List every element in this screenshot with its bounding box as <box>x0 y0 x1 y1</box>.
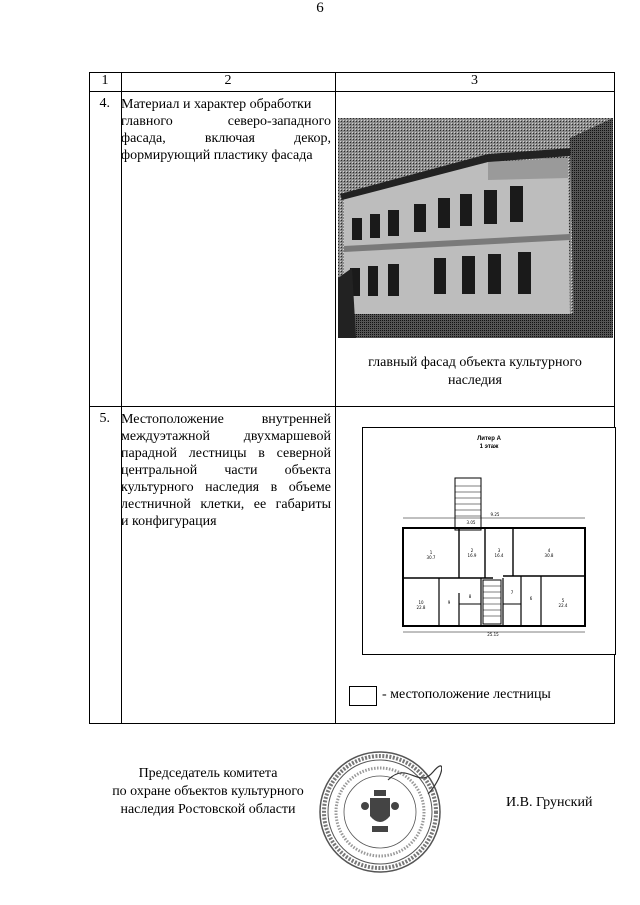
caption-line: главный фасад объекта культурного <box>368 355 582 370</box>
desc-line: центральной части объекта <box>121 463 331 478</box>
page-number: 6 <box>316 0 324 16</box>
floor-plan-drawing <box>363 428 615 654</box>
svg-text:1: 1 <box>429 550 433 555</box>
table-header-col3: 3 <box>471 73 478 88</box>
signer-title-line: по охране объектов культурного <box>112 784 304 799</box>
table-divider-col2 <box>335 72 336 724</box>
svg-text:9.25: 9.25 <box>490 512 500 517</box>
svg-text:16.4: 16.4 <box>494 553 504 558</box>
desc-line: главного северо-западного <box>121 114 331 129</box>
svg-text:30.7: 30.7 <box>426 555 436 560</box>
svg-text:22.4: 22.4 <box>558 603 568 608</box>
svg-text:16.9: 16.9 <box>467 553 477 558</box>
svg-text:5: 5 <box>561 598 565 603</box>
legend-text: - местоположение лестницы <box>382 687 551 702</box>
svg-text:4: 4 <box>547 548 551 553</box>
table-header-divider <box>89 91 615 92</box>
svg-text:2: 2 <box>470 548 474 553</box>
desc-line: Материал и характер обработки <box>121 97 312 112</box>
plan-title: Литер А <box>477 436 501 442</box>
svg-text:30.8: 30.8 <box>544 553 554 558</box>
plan-subtitle: 1 этаж <box>479 444 499 450</box>
svg-text:7: 7 <box>510 590 514 595</box>
svg-text:3: 3 <box>497 548 501 553</box>
table-row-divider <box>89 406 615 407</box>
svg-text:22.8: 22.8 <box>416 605 426 610</box>
row-description <box>121 411 331 530</box>
desc-line: междуэтажной двухмаршевой <box>121 429 331 444</box>
caption-line: наследия <box>448 373 502 388</box>
svg-text:10: 10 <box>418 600 424 605</box>
svg-text:3.05: 3.05 <box>466 520 476 525</box>
floor-plan <box>362 427 616 655</box>
desc-line: культурного наследия в объеме <box>121 480 331 495</box>
row-number: 4. <box>99 96 110 111</box>
desc-line: лестничной клетки, ее габариты <box>121 497 331 512</box>
desc-line: и конфигурация <box>121 514 217 529</box>
signer-title <box>108 765 308 819</box>
table-divider-col1 <box>121 72 122 724</box>
row-number: 5. <box>99 411 110 426</box>
desc-line: фасада, включая декор, <box>121 131 331 146</box>
facade-photo <box>338 118 613 338</box>
photo-caption <box>336 354 614 390</box>
table-border-bottom <box>89 723 615 724</box>
row-description <box>121 96 331 164</box>
desc-line: формирующий пластику фасада <box>121 148 313 163</box>
table-header-col2: 2 <box>224 73 232 88</box>
svg-text:6: 6 <box>529 596 533 601</box>
svg-text:25.15: 25.15 <box>487 632 499 637</box>
svg-text:9: 9 <box>447 600 451 605</box>
signer-title-line: Председатель комитета <box>138 766 278 781</box>
legend-swatch <box>349 686 377 706</box>
desc-line: Местоположение внутренней <box>121 412 331 427</box>
table-header-col1: 1 <box>101 73 109 88</box>
svg-text:8: 8 <box>468 594 472 599</box>
table-border-left <box>89 72 90 724</box>
desc-line: парадной лестницы в северной <box>121 446 331 461</box>
signer-title-line: наследия Ростовской области <box>120 802 296 817</box>
official-seal-icon <box>318 750 442 874</box>
signer-name: И.В. Грунский <box>506 795 593 810</box>
